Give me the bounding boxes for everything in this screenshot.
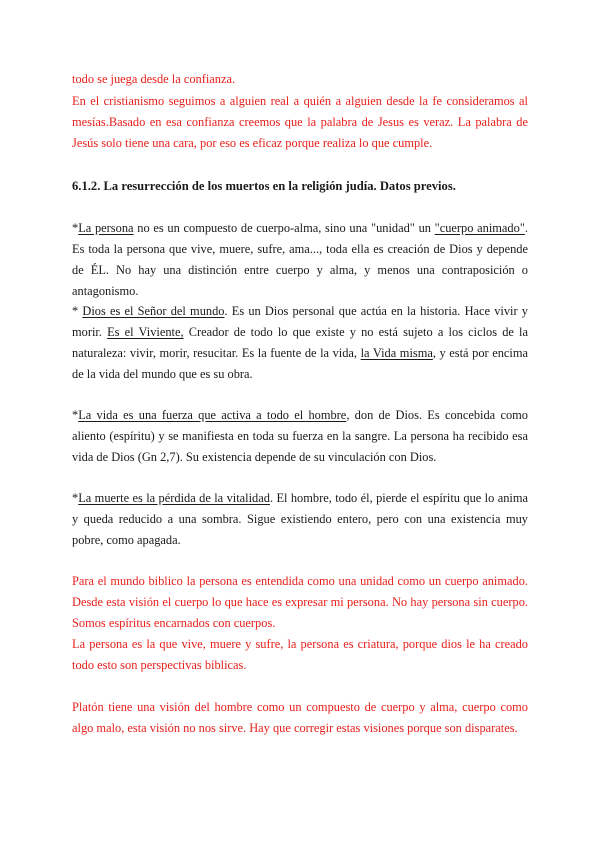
point-text: . El hombre, todo él, pierde el espíritu que lo anima y queda reducido a una sombra. Sigue existiendo entero, pero con una existencia muy pobre, como apagada.: [72, 491, 528, 547]
note-cristianismo: En el cristianismo seguimos a alguien real a quién a alguien desde la fe consideramos al mesías.Basado en esa confianza creemos que la palabra de Jesus es veraz. La palabra de Jesús solo tiene una cara, por eso es eficaz porque realiza lo que cumple.: [72, 94, 528, 150]
bullet-marker: *: [72, 221, 79, 235]
point-muerte: [72, 488, 528, 551]
term-vida-misma: la Vida misma: [360, 346, 433, 360]
point-text: . Es toda la persona que vive, muere, sufre, ama..., toda ella es creación de Dios y depende de ÉL. No hay una distinción entre cuerpo y alma, y menos una contraposición o antagonismo.: [72, 221, 528, 298]
note-mundo-biblico: Para el mundo biblico la persona es entendida como una unidad como un cuerpo animado. Desde esta visión el cuerpo lo que hace es expresar mi persona. No hay persona sin cuerpo. Somos espíritus encarnados con cuerpos.: [72, 574, 528, 630]
bullet-marker: *: [72, 491, 79, 505]
term-senor-del-mundo: Dios es el Señor del mundo: [82, 304, 225, 318]
point-vida: [72, 405, 528, 468]
term-muerte: La muerte es la pérdida de la vitalidad: [78, 491, 270, 505]
bullet-marker: *: [72, 304, 83, 318]
section-heading: 6.1.2. La resurrección de los muertos en la religión judía. Datos previos.: [72, 179, 456, 193]
term-vida-fuerza: La vida es una fuerza que activa a todo el hombre: [78, 408, 347, 422]
term-cuerpo-animado: "cuerpo animado": [434, 221, 525, 235]
point-text: , y está por encima de la vida del mundo que es su obra.: [72, 346, 528, 381]
point-text: . Es un Dios personal que actúa en la historia. Hace vivir y morir.: [72, 304, 529, 339]
term-la-persona: La persona: [78, 221, 134, 235]
point-persona: [72, 218, 528, 302]
term-el-viviente: Es el Viviente,: [107, 325, 184, 339]
bullet-marker: *: [72, 408, 79, 422]
point-text: , don de Dios. Es concebida como aliento (espíritu) y se manifiesta en toda su fuerza en la sangre. La persona ha recibido esa vida de Dios (Gn 2,7). Su existencia depende de su vinculación con Dios.: [72, 408, 528, 464]
point-text: no es un compuesto de cuerpo-alma, sino una "unidad" un: [133, 221, 435, 235]
point-dios: [72, 301, 528, 385]
note-confianza: todo se juega desde la confianza.: [72, 72, 236, 86]
point-text: Creador de todo lo que existe y no está sujeto a los ciclos de la naturaleza: vivir, morir, resucitar. Es la fuente de la vida,: [72, 325, 528, 360]
note-persona-criatura: La persona es la que vive, muere y sufre, la persona es criatura, porque dios le ha creado todo esto son perspectivas biblicas.: [72, 637, 528, 672]
note-platon: Platón tiene una visión del hombre como un compuesto de cuerpo y alma, cuerpo como algo malo, esta visión no nos sirve. Hay que corregir estas visiones porque son disparates.: [72, 700, 528, 735]
